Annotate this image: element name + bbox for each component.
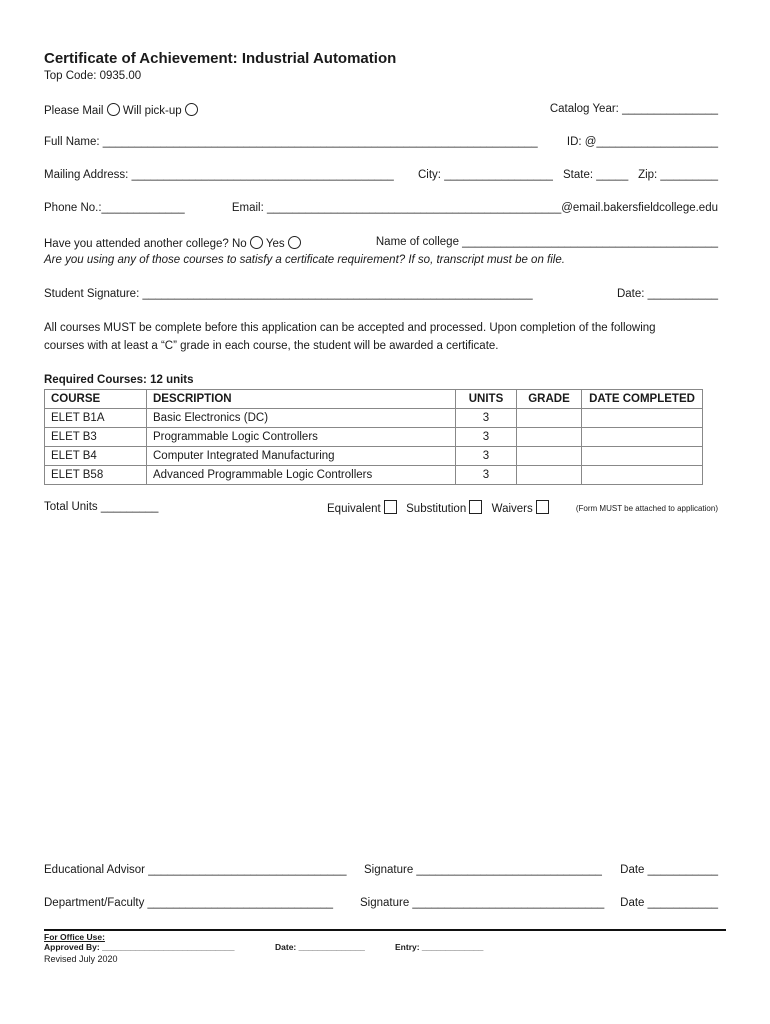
other-college-row <box>44 236 301 250</box>
col-grade: GRADE <box>517 390 582 409</box>
notice-line-1: All courses MUST be complete before this application can be accepted and processed. Upon completion of the following <box>44 322 656 334</box>
col-date-completed: DATE COMPLETED <box>582 390 703 409</box>
course-units: 3 <box>456 466 517 485</box>
substitution-checkbox[interactable] <box>469 500 482 514</box>
col-units: UNITS <box>456 390 517 409</box>
col-description: DESCRIPTION <box>147 390 456 409</box>
please-mail-label: Please Mail <box>44 105 104 117</box>
state-field[interactable]: State: _____ <box>563 169 629 181</box>
course-grade[interactable] <box>517 447 582 466</box>
department-date-field[interactable]: Date ___________ <box>620 897 718 909</box>
student-date-field[interactable]: Date: ___________ <box>616 288 718 300</box>
delivery-options <box>44 103 198 117</box>
transcript-note: Are you using any of those courses to satisfy a certificate requirement? If so, transcript must be on file. <box>44 254 565 266</box>
advisor-signature-field[interactable]: Signature _____________________________ <box>364 864 602 876</box>
student-signature-field[interactable]: Student Signature: _____________________________________________________________ <box>44 288 533 300</box>
office-divider <box>44 929 726 931</box>
please-mail-radio[interactable] <box>107 103 120 116</box>
page-title: Certificate of Achievement: Industrial Automation <box>44 50 397 67</box>
city-field[interactable]: City: _________________ <box>418 169 553 181</box>
catalog-year-field[interactable]: Catalog Year: _______________ <box>549 103 718 115</box>
top-code: Top Code: 0935.00 <box>44 70 142 82</box>
office-date-field[interactable]: Date: ______________ <box>275 942 365 952</box>
yes-radio[interactable] <box>288 236 301 249</box>
phone-field[interactable]: Phone No.:_____________ <box>44 202 185 214</box>
department-faculty-field[interactable]: Department/Faculty _____________________________ <box>44 897 334 909</box>
full-name-field[interactable]: Full Name: ____________________________________________________________________ <box>44 136 538 148</box>
course-date-completed[interactable] <box>582 428 703 447</box>
required-courses-heading: Required Courses: 12 units <box>44 374 194 386</box>
course-code: ELET B3 <box>45 428 147 447</box>
course-grade[interactable] <box>517 466 582 485</box>
course-grade[interactable] <box>517 428 582 447</box>
department-signature-field[interactable]: Signature ______________________________ <box>360 897 605 909</box>
mailing-address-field[interactable]: Mailing Address: _________________________________________ <box>44 169 394 181</box>
form-note: (Form MUST be attached to application) <box>575 504 718 513</box>
course-code: ELET B58 <box>45 466 147 485</box>
revised-date: Revised July 2020 <box>44 954 118 964</box>
waivers-checkbox[interactable] <box>536 500 549 514</box>
course-date-completed[interactable] <box>582 409 703 428</box>
office-use-heading: For Office Use: <box>44 932 105 942</box>
course-code: ELET B4 <box>45 447 147 466</box>
will-pickup-radio[interactable] <box>185 103 198 116</box>
advisor-date-field[interactable]: Date ___________ <box>620 864 718 876</box>
yes-label: Yes <box>265 238 285 250</box>
course-description: Advanced Programmable Logic Controllers <box>147 466 456 485</box>
table-header-row <box>45 390 703 409</box>
course-units: 3 <box>456 447 517 466</box>
total-units-field[interactable]: Total Units _________ <box>44 501 159 513</box>
waivers-label: Waivers <box>491 503 533 515</box>
substitution-label: Substitution <box>406 503 467 515</box>
will-pickup-label: Will pick-up <box>122 105 182 117</box>
table-row <box>45 409 703 428</box>
zip-field[interactable]: Zip: _________ <box>638 169 718 181</box>
course-date-completed[interactable] <box>582 466 703 485</box>
table-row <box>45 428 703 447</box>
credit-options <box>327 500 549 515</box>
table-row <box>45 447 703 466</box>
course-description: Computer Integrated Manufacturing <box>147 447 456 466</box>
course-description: Basic Electronics (DC) <box>147 409 456 428</box>
approved-by-field[interactable]: Approved By: ____________________________ <box>44 942 235 952</box>
notice-line-2: courses with at least a “C” grade in each course, the student will be awarded a certificate. <box>44 340 499 352</box>
educational-advisor-field[interactable]: Educational Advisor _______________________________ <box>44 864 347 876</box>
course-date-completed[interactable] <box>582 447 703 466</box>
course-grade[interactable] <box>517 409 582 428</box>
course-code: ELET B1A <box>45 409 147 428</box>
courses-table <box>44 389 703 485</box>
course-units: 3 <box>456 428 517 447</box>
equivalent-checkbox[interactable] <box>384 500 397 514</box>
id-field[interactable]: ID: @___________________ <box>566 136 718 148</box>
course-units: 3 <box>456 409 517 428</box>
col-course: COURSE <box>45 390 147 409</box>
course-description: Programmable Logic Controllers <box>147 428 456 447</box>
no-radio[interactable] <box>250 236 263 249</box>
college-name-field[interactable]: Name of college ________________________________________ <box>375 236 718 248</box>
table-row <box>45 466 703 485</box>
equivalent-label: Equivalent <box>327 503 381 515</box>
other-college-question: Have you attended another college? No <box>44 238 247 250</box>
email-field[interactable]: Email: ______________________________________________@email.bakersfieldcollege.edu <box>231 202 718 214</box>
entry-field[interactable]: Entry: _____________ <box>395 942 484 952</box>
